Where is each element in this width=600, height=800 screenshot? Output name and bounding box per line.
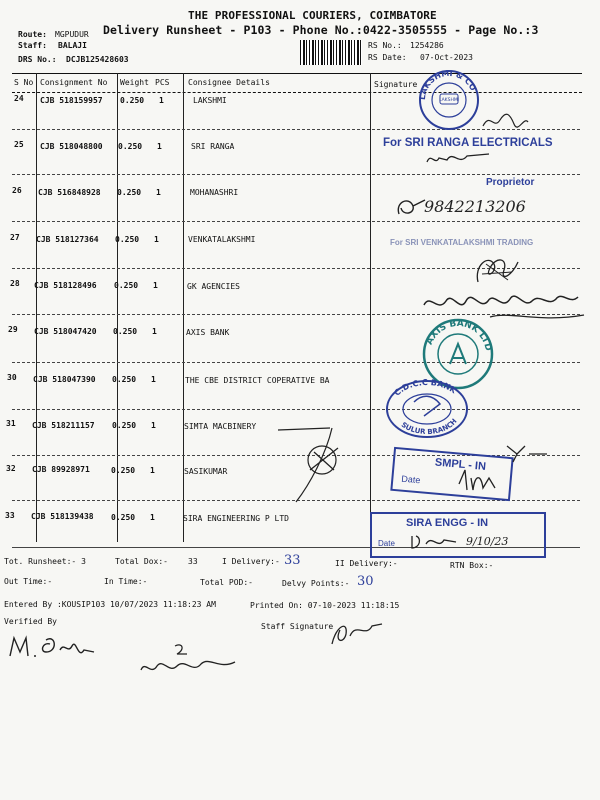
row-consignment: CJB 518047390 bbox=[33, 375, 96, 384]
signature-scrawl bbox=[503, 440, 549, 464]
svg-text:LAKSHMI & CO bbox=[418, 69, 478, 101]
col-header-sno: S No bbox=[14, 78, 34, 87]
row-consignment: CJB 518139438 bbox=[31, 512, 94, 521]
row-consignee: VENKATALAKSHMI bbox=[188, 235, 256, 244]
row-separator bbox=[12, 221, 580, 222]
total-dox-label: Total Dox:- bbox=[115, 557, 168, 566]
row-pcs: 1 bbox=[156, 188, 161, 197]
row-consignee: AXIS BANK bbox=[186, 328, 230, 337]
route-value: MGPUDUR bbox=[55, 30, 89, 39]
col-header-weight: Weight bbox=[120, 78, 149, 87]
row-pcs: 1 bbox=[157, 142, 162, 151]
runsheet-title: Delivery Runsheet - P103 - Phone No.:0422-3505555 - Page No.:3 bbox=[103, 23, 539, 37]
sasikumar-signature bbox=[300, 442, 348, 478]
row-consignee: MOHANASHRI bbox=[190, 188, 239, 197]
verified-signature bbox=[6, 630, 116, 664]
sira-date-label: Date bbox=[378, 539, 395, 548]
delvy-points-handwritten: 30 bbox=[357, 574, 374, 589]
signature-scrawl bbox=[480, 110, 530, 132]
row-sno: 25 bbox=[14, 140, 24, 149]
row-consignee: GK AGENCIES bbox=[187, 282, 240, 291]
row-weight: 0.250 bbox=[111, 513, 136, 522]
rs-no-label: RS No.: bbox=[368, 41, 402, 50]
staff-value: BALAJI bbox=[58, 41, 87, 50]
tot-runsheet: Tot. Runsheet:- 3 bbox=[4, 557, 86, 566]
row-pcs: 1 bbox=[159, 96, 164, 105]
row-pcs: 1 bbox=[154, 235, 159, 244]
lakshmi-ring-text: LAKSHMI & CO bbox=[417, 68, 478, 101]
sulur-branch-text: SULUR BRANCH bbox=[399, 417, 459, 437]
row-consignee: SASIKUMAR bbox=[184, 467, 228, 476]
row-weight: 0.250 bbox=[113, 327, 138, 336]
ii-delivery-label: II Delivery:- bbox=[335, 559, 398, 568]
row-sno: 27 bbox=[10, 233, 20, 242]
cdcc-bank-seal bbox=[384, 378, 470, 440]
printed-on: Printed On: 07-10-2023 11:18:15 bbox=[250, 601, 400, 610]
row-sno: 30 bbox=[7, 373, 17, 382]
row-weight: 0.250 bbox=[117, 188, 142, 197]
total-dox-value: 33 bbox=[188, 557, 198, 566]
route-label: Route: bbox=[18, 30, 47, 39]
rtn-box-label: RTN Box:- bbox=[450, 561, 494, 570]
row-consignment: CJB 518047420 bbox=[34, 327, 97, 336]
verified-signature-2 bbox=[135, 640, 245, 682]
row-weight: 0.250 bbox=[120, 96, 145, 105]
row-consignee: SIRA ENGINEERING P LTD bbox=[183, 514, 289, 523]
row-sno: 31 bbox=[6, 419, 16, 428]
row-weight: 0.250 bbox=[118, 142, 143, 151]
row-consignment: CJB 518211157 bbox=[32, 421, 95, 430]
total-pod-label: Total POD:- bbox=[200, 578, 253, 587]
entered-by: Entered By :KOUSIP103 10/07/2023 11:18:23 AM bbox=[4, 600, 216, 609]
drs-label: DRS No.: bbox=[18, 55, 57, 64]
sira-handwritten-date: 9/10/23 bbox=[466, 535, 509, 548]
axis-bank-text: AXIS BANK LTD bbox=[424, 318, 493, 352]
col-header-consignee: Consignee Details bbox=[188, 78, 270, 87]
proprietor-label: Proprietor bbox=[486, 177, 535, 188]
in-time-label: In Time:- bbox=[104, 577, 148, 586]
row-consignee: SIMTA MACBINERY bbox=[184, 422, 257, 431]
row-consignee: THE CBE DISTRICT COPERATIVE BA bbox=[185, 376, 330, 385]
smpl-date-label: Date bbox=[400, 473, 421, 486]
staff-signature-scrawl bbox=[326, 616, 386, 650]
sri-ranga-stamp: For SRI RANGA ELECTRICALS bbox=[383, 137, 553, 149]
smpl-text: SMPL - IN bbox=[434, 456, 487, 473]
handwritten-phone: 9842213206 bbox=[424, 197, 526, 216]
row-pcs: 1 bbox=[152, 327, 157, 336]
row-weight: 0.250 bbox=[115, 235, 140, 244]
row-pcs: 1 bbox=[150, 513, 155, 522]
row-sno: 32 bbox=[6, 464, 16, 473]
company-title: THE PROFESSIONAL COURIERS, COIMBATORE bbox=[188, 9, 437, 22]
row-pcs: 1 bbox=[150, 466, 155, 475]
row-pcs: 1 bbox=[153, 281, 158, 290]
delvy-points-label: Delvy Points:- bbox=[282, 579, 350, 588]
staff-label: Staff: bbox=[18, 41, 47, 50]
col-header-signature: Signature bbox=[374, 80, 418, 89]
barcode bbox=[300, 40, 362, 65]
row-separator bbox=[12, 409, 580, 410]
row-consignee: SRI RANGA bbox=[191, 142, 235, 151]
rs-date-label: RS Date: bbox=[368, 53, 407, 62]
row-sno: 26 bbox=[12, 186, 22, 195]
rs-no-value: 1254286 bbox=[410, 41, 444, 50]
row-consignment: CJB 518128496 bbox=[34, 281, 97, 290]
signature-scrawl bbox=[408, 530, 460, 552]
row-pcs: 1 bbox=[151, 375, 156, 384]
drs-value: DCJB125428603 bbox=[66, 55, 129, 64]
row-consignment: CJB 516848928 bbox=[38, 188, 101, 197]
out-time-label: Out Time:- bbox=[4, 577, 53, 586]
i-delivery-handwritten: 33 bbox=[284, 553, 301, 568]
lakshmi-inner-text: LAKSHMI bbox=[438, 98, 460, 103]
row-consignment: CJB 518159957 bbox=[40, 96, 103, 105]
col-header-consignment: Consignment No bbox=[40, 78, 108, 87]
row-consignment: CJB 518048800 bbox=[40, 142, 103, 151]
row-sno: 24 bbox=[14, 94, 24, 103]
column-divider bbox=[370, 73, 371, 542]
row-weight: 0.250 bbox=[112, 421, 137, 430]
rs-date-value: 07-Oct-2023 bbox=[420, 53, 473, 62]
signature-scrawl bbox=[455, 464, 515, 496]
staff-signature-label: Staff Signature bbox=[261, 622, 334, 631]
row-separator bbox=[12, 174, 580, 175]
verified-by-label: Verified By bbox=[4, 617, 57, 626]
row-pcs: 1 bbox=[151, 421, 156, 430]
signature-scrawl bbox=[423, 148, 493, 170]
lakshmi-stamp bbox=[417, 68, 481, 132]
row-weight: 0.250 bbox=[114, 281, 139, 290]
row-weight: 0.250 bbox=[112, 375, 137, 384]
row-sno: 29 bbox=[8, 325, 18, 334]
row-consignment: CJB 518127364 bbox=[36, 235, 99, 244]
i-delivery-label: I Delivery:- bbox=[222, 557, 280, 566]
col-header-pcs: PCS bbox=[155, 78, 170, 87]
cdcc-bank-text: C.D.C.C BANK bbox=[392, 378, 458, 398]
row-sno: 28 bbox=[10, 279, 20, 288]
venkatalakshmi-stamp: For SRI VENKATALAKSHMI TRADING bbox=[390, 238, 534, 247]
sira-text: SIRA ENGG - IN bbox=[406, 517, 489, 529]
signature-scrawl bbox=[393, 192, 427, 222]
row-consignment: CJB 89928971 bbox=[32, 465, 90, 474]
row-weight: 0.250 bbox=[111, 466, 136, 475]
row-sno: 33 bbox=[5, 511, 15, 520]
row-consignee: LAKSHMI bbox=[193, 96, 227, 105]
